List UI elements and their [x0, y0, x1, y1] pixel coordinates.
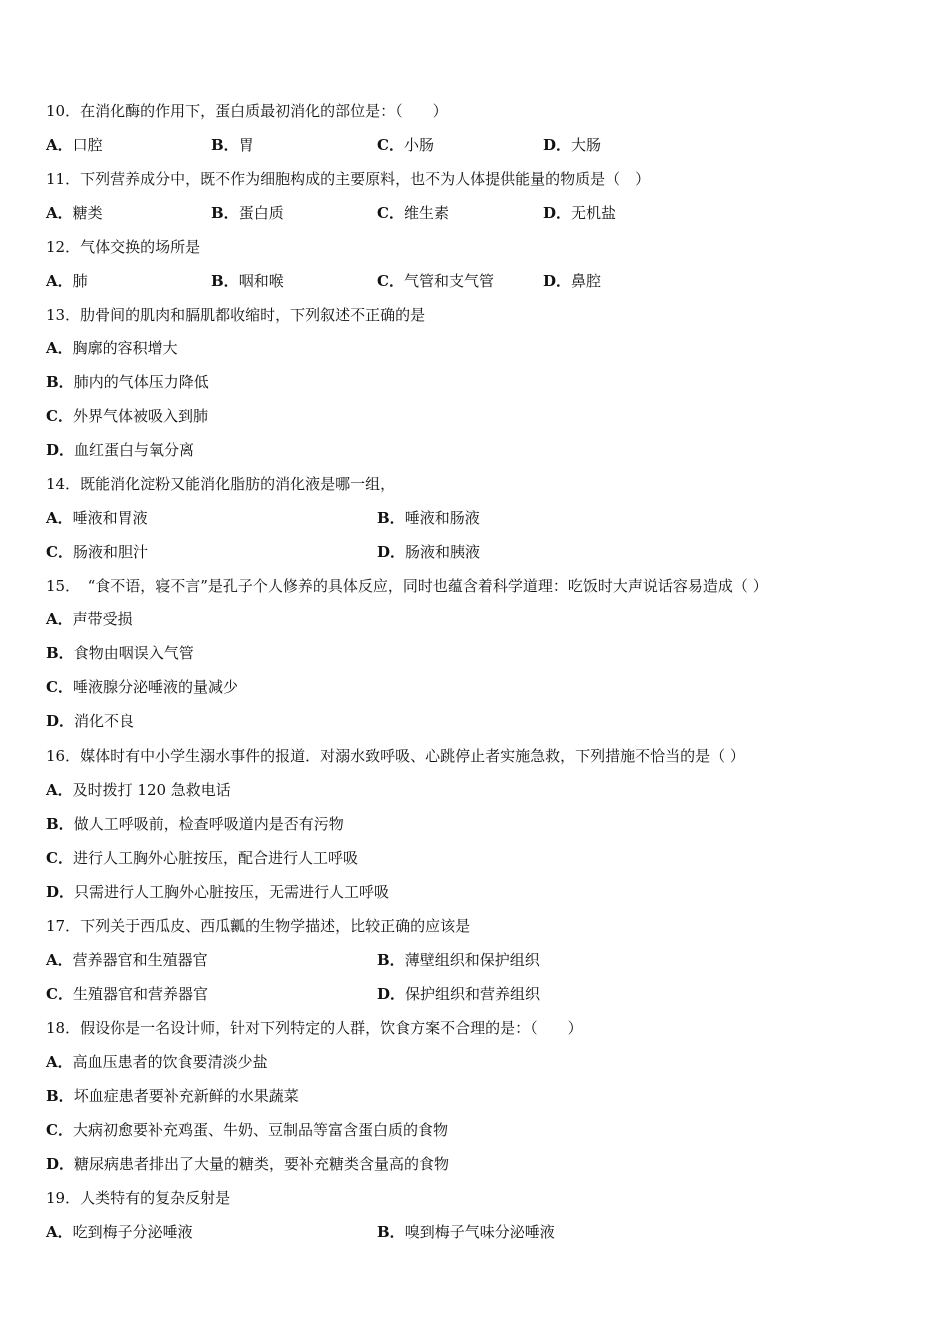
option-label: C． [377, 204, 404, 222]
option-c [377, 202, 449, 224]
option-d [46, 439, 194, 461]
option-text: 消化不良 [74, 712, 135, 730]
option-c [46, 847, 358, 869]
option-text: 吃到梅子分泌唾液 [72, 1223, 193, 1241]
option-label: B． [46, 373, 74, 391]
option-text: 肠液和胆汁 [72, 543, 148, 561]
option-label: C． [46, 543, 73, 561]
option-label: B． [377, 951, 405, 969]
option-d [46, 881, 389, 903]
option-label: C． [377, 136, 404, 154]
option-label: B． [46, 644, 74, 662]
option-label: B． [377, 509, 405, 527]
option-label: D． [543, 272, 572, 290]
option-c [46, 405, 208, 427]
option-a [46, 337, 178, 359]
option-text: 声带受损 [72, 610, 133, 628]
option-label: D． [377, 543, 406, 561]
option-text: 糖类 [72, 204, 103, 222]
option-b [46, 1085, 299, 1107]
option-text: 薄壁组织和保护组织 [404, 951, 540, 969]
option-label: B． [377, 1223, 405, 1241]
option-a [46, 270, 88, 292]
option-text: 生殖器官和营养器官 [72, 985, 208, 1003]
option-text: 高血压患者的饮食要清淡少盐 [72, 1053, 268, 1071]
option-text: 血红蛋白与氧分离 [74, 441, 195, 459]
option-a [46, 1221, 193, 1243]
option-label: D． [46, 441, 75, 459]
option-text: 胸廓的容积增大 [72, 339, 178, 357]
option-text: 鼻腔 [571, 272, 602, 290]
option-label: A． [46, 1053, 73, 1071]
option-c [46, 676, 238, 698]
option-text: 口腔 [72, 136, 103, 154]
option-a [46, 949, 208, 971]
option-b [211, 270, 284, 292]
option-text: 肠液和胰液 [405, 543, 481, 561]
option-label: A． [46, 136, 73, 154]
question-10-stem: 10．在消化酶的作用下，蛋白质最初消化的部位是：（ ） [46, 102, 448, 120]
option-text: 胃 [238, 136, 254, 154]
option-b [377, 949, 540, 971]
option-text: 肺 [72, 272, 88, 290]
option-text: 唾液和胃液 [72, 509, 148, 527]
option-label: C． [377, 272, 404, 290]
question-11-stem: 11．下列营养成分中，既不作为细胞构成的主要原料，也不为人体提供能量的物质是（ ） [46, 170, 651, 188]
question-17-stem: 17．下列关于西瓜皮、西瓜瓤的生物学描述，比较正确的应该是 [46, 917, 471, 935]
option-a [46, 779, 231, 801]
option-label: B． [46, 815, 74, 833]
option-text: 营养器官和生殖器官 [72, 951, 208, 969]
option-c [46, 983, 208, 1005]
option-c [46, 541, 148, 563]
option-label: D． [543, 204, 572, 222]
option-a [46, 608, 133, 630]
question-12-stem: 12．气体交换的场所是 [46, 238, 201, 256]
option-text: 唾液和肠液 [404, 509, 480, 527]
option-text: 及时拨打 120 急救电话 [72, 781, 231, 799]
option-label: D． [46, 883, 75, 901]
option-d [543, 134, 601, 156]
option-label: A． [46, 272, 73, 290]
question-16-stem: 16．媒体时有中小学生溺水事件的报道．对溺水致呼吸、心跳停止者实施急救，下列措施不恰当的是（ ） [46, 747, 745, 765]
option-d [46, 1153, 449, 1175]
option-c [46, 1119, 448, 1141]
option-label: B． [46, 1087, 74, 1105]
option-text: 唾液腺分泌唾液的量减少 [72, 678, 238, 696]
option-label: B． [211, 136, 239, 154]
option-text: 嗅到梅子气味分泌唾液 [404, 1223, 555, 1241]
option-label: A． [46, 781, 73, 799]
option-d [543, 202, 616, 224]
option-b [46, 813, 344, 835]
option-a [46, 134, 103, 156]
question-14-stem: 14．既能消化淀粉又能消化脂肪的消化液是哪一组， [46, 475, 396, 493]
option-text: 进行人工胸外心脏按压，配合进行人工呼吸 [72, 849, 358, 867]
option-label: C． [46, 407, 73, 425]
option-label: C． [46, 985, 73, 1003]
option-d [46, 710, 134, 732]
option-text: 大病初愈要补充鸡蛋、牛奶、豆制品等富含蛋白质的食物 [72, 1121, 448, 1139]
option-text: 小肠 [403, 136, 434, 154]
option-a [46, 507, 148, 529]
option-text: 保护组织和营养组织 [405, 985, 541, 1003]
option-text: 坏血症患者要补充新鲜的水果蔬菜 [73, 1087, 299, 1105]
option-label: A． [46, 610, 73, 628]
option-text: 气管和支气管 [403, 272, 494, 290]
option-label: D． [46, 712, 75, 730]
option-c [377, 134, 434, 156]
option-label: C． [46, 849, 73, 867]
option-label: D． [377, 985, 406, 1003]
option-label: D． [543, 136, 572, 154]
option-b [211, 134, 254, 156]
option-b [46, 371, 209, 393]
option-label: A． [46, 1223, 73, 1241]
option-d [377, 983, 540, 1005]
question-13-stem: 13．肋骨间的肌肉和膈肌都收缩时，下列叙述不正确的是 [46, 306, 426, 324]
option-text: 只需进行人工胸外心脏按压，无需进行人工呼吸 [74, 883, 390, 901]
option-text: 食物由咽误入气管 [73, 644, 194, 662]
option-b [377, 507, 480, 529]
option-text: 咽和喉 [238, 272, 284, 290]
option-label: B． [211, 204, 239, 222]
option-text: 大肠 [571, 136, 602, 154]
option-label: A． [46, 951, 73, 969]
option-label: C． [46, 1121, 73, 1139]
option-text: 肺内的气体压力降低 [73, 373, 209, 391]
option-text: 糖尿病患者排出了大量的糖类，要补充糖类含量高的食物 [74, 1155, 450, 1173]
option-a [46, 1051, 268, 1073]
option-text: 蛋白质 [238, 204, 284, 222]
option-c [377, 270, 494, 292]
option-b [211, 202, 284, 224]
option-label: A． [46, 509, 73, 527]
question-15-stem: 15． “食不语，寝不言”是孔子个人修养的具体反应，同时也蕴含着科学道理：吃饭时大声说话容易造成（ ） [46, 577, 768, 595]
option-label: A． [46, 204, 73, 222]
option-text: 外界气体被吸入到肺 [72, 407, 208, 425]
option-d [377, 541, 480, 563]
option-d [543, 270, 601, 292]
option-text: 无机盐 [571, 204, 617, 222]
option-text: 做人工呼吸前，检查呼吸道内是否有污物 [73, 815, 344, 833]
option-a [46, 202, 103, 224]
option-label: A． [46, 339, 73, 357]
question-18-stem: 18．假设你是一名设计师，针对下列特定的人群，饮食方案不合理的是：（ ） [46, 1019, 583, 1037]
question-19-stem: 19．人类特有的复杂反射是 [46, 1189, 231, 1207]
option-text: 维生素 [403, 204, 449, 222]
option-b [377, 1221, 555, 1243]
option-label: D． [46, 1155, 75, 1173]
option-b [46, 642, 194, 664]
option-label: B． [211, 272, 239, 290]
option-label: C． [46, 678, 73, 696]
